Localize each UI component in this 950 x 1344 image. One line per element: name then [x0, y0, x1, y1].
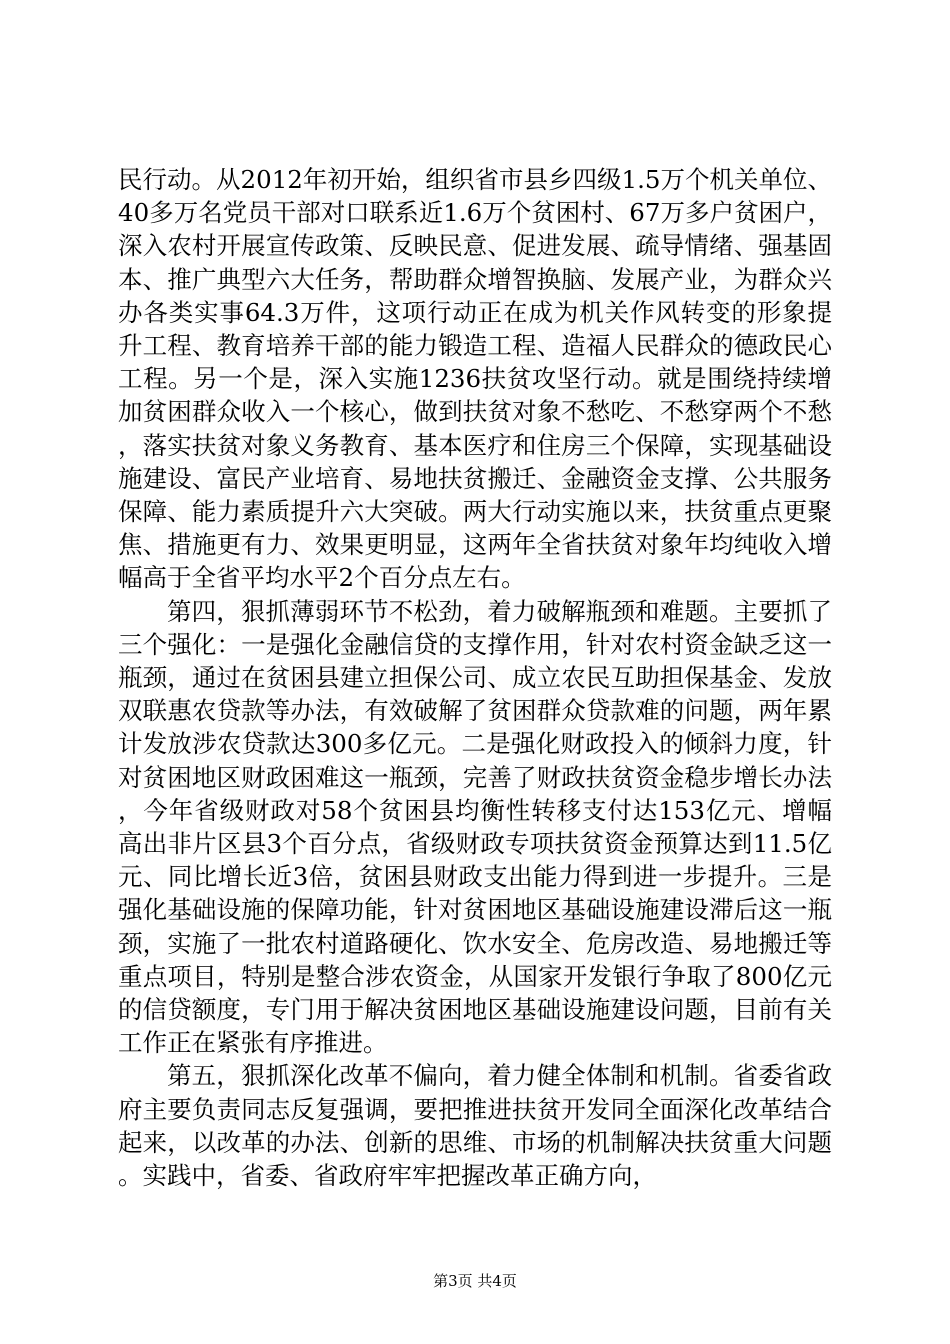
page-footer: 第3页 共4页 — [433, 1272, 517, 1290]
paragraph-3: 第五，狠抓深化改革不偏向，着力健全体制和机制。省委省政府主要负责同志反复强调，要把推进扶贫开发同全面深化改革结合起来，以改革的办法、创新的思维、市场的机制解决扶贫重大问题。实践中，省委、省政府牢牢把握改革正确方向， — [118, 1061, 832, 1191]
document-body — [118, 163, 832, 1192]
paragraph-1: 民行动。从2012年初开始，组织省市县乡四级1.5万个机关单位、40多万名党员干部对口联系近1.6万个贫困村、67万多户贫困户，深入农村开展宣传政策、反映民意、促进发展、疏导情绪、强基固本、推广典型六大任务，帮助群众增智换脑、发展产业，为群众兴办各类实事64.3万件，这项行动正在成为机关作风转变的形象提升工程、教育培养干部的能力锻造工程、造福人民群众的德政民心工程。另一个是，深入实施1236扶贫攻坚行动。就是围绕持续增加贫困群众收入一个核心，做到扶贫对象不愁吃、不愁穿两个不愁，落实扶贫对象义务教育、基本医疗和住房三个保障，实现基础设施建设、富民产业培育、易地扶贫搬迁、金融资金支撑、公共服务保障、能力素质提升六大突破。两大行动实施以来，扶贫重点更聚焦、措施更有力、效果更明显，这两年全省扶贫对象年均纯收入增幅高于全省平均水平2个百分点左右。 — [118, 165, 832, 593]
paragraph-2: 第四，狠抓薄弱环节不松劲，着力破解瓶颈和难题。主要抓了三个强化：一是强化金融信贷的支撑作用，针对农村资金缺乏这一瓶颈，通过在贫困县建立担保公司、成立农民互助担保基金、发放双联惠农贷款等办法，有效破解了贫困群众贷款难的问题，两年累计发放涉农贷款达300多亿元。二是强化财政投入的倾斜力度，针对贫困地区财政困难这一瓶颈，完善了财政扶贫资金稳步增长办法，今年省级财政对58个贫困县均衡性转移支付达153亿元、增幅高出非片区县3个百分点，省级财政专项扶贫资金预算达到11.5亿元、同比增长近3倍，贫困县财政支出能力得到进一步提升。三是强化基础设施的保障功能，针对贫困地区基础设施建设滞后这一瓶颈，实施了一批农村道路硬化、饮水安全、危房改造、易地搬迁等重点项目，特别是整合涉农资金，从国家开发银行争取了800亿元的信贷额度，专门用于解决贫困地区基础设施建设问题，目前有关工作正在紧张有序推进。 — [118, 596, 832, 1058]
